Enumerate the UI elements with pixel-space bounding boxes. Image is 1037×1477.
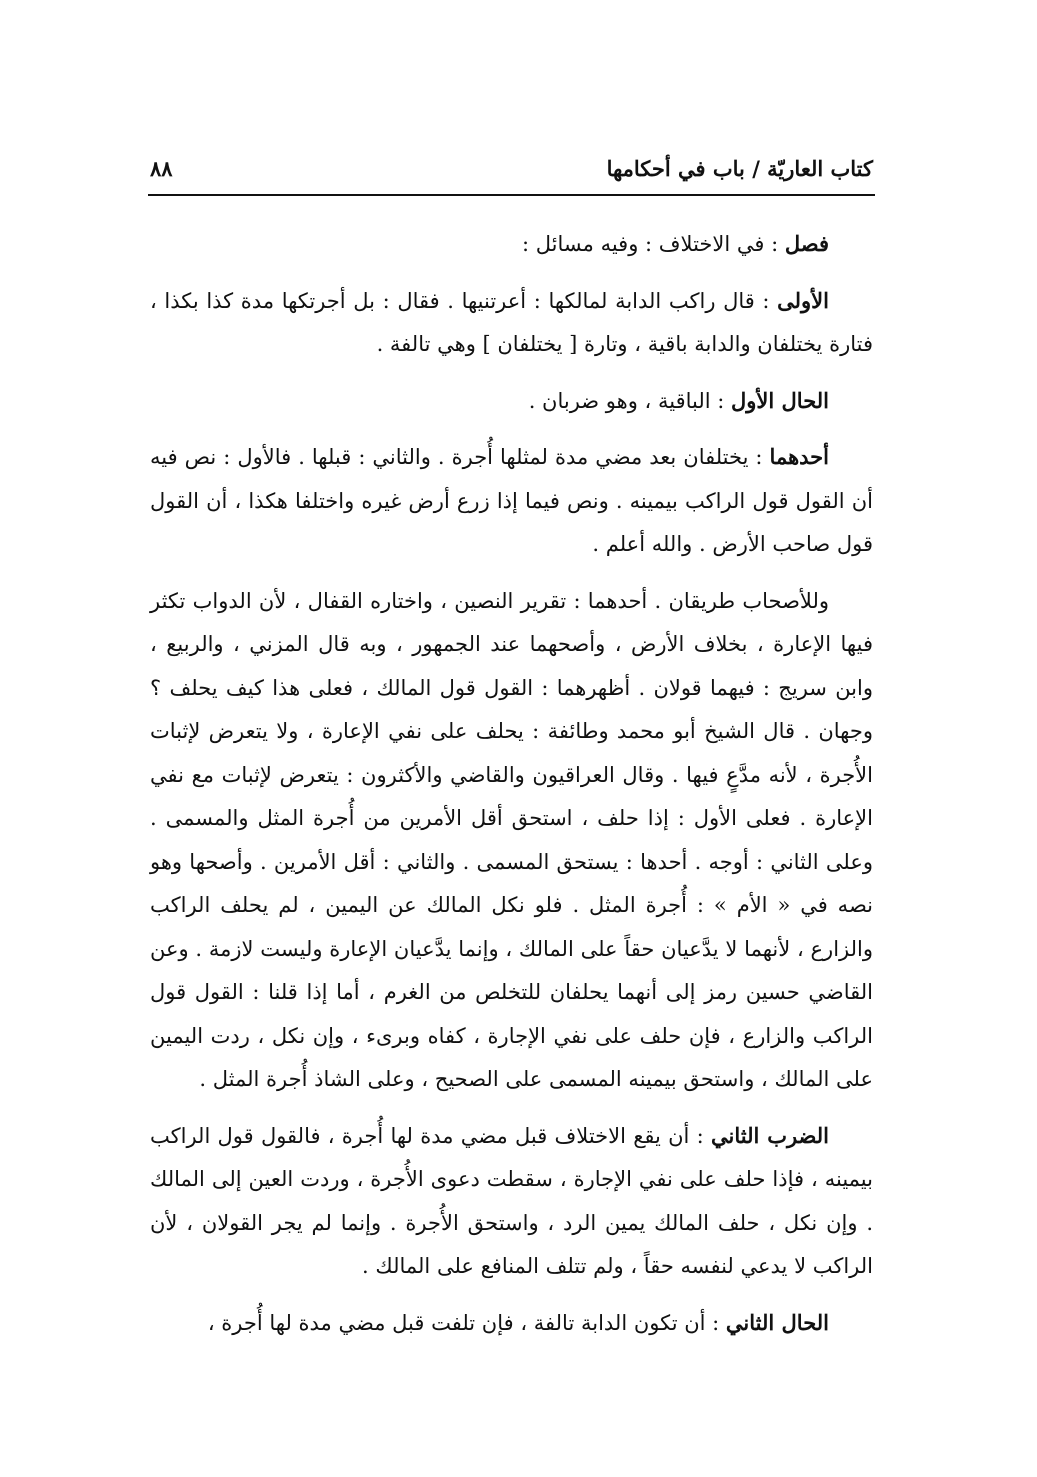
paragraph-lead: أحدهما: [769, 444, 829, 469]
paragraph-first-type: [150, 435, 873, 567]
paragraph-text: : الباقية ، وهو ضربان .: [528, 388, 732, 413]
paragraph-text: : أن يقع الاختلاف قبل مضي مدة لها أُجرة ، فالقول قول الراكب بيمينه ، فإذا حلف على نفي الإجارة ، سقطت دعوى الأُجرة ، وردت العين إلى المالك . وإن نكل ، حلف المالك يمين الرد ، واستحق الأُجرة . وإنما لم يجر القولان ، لأن الراكب لا يدعي لنفسه حقاً ، ولم تتلف المنافع على المالك .: [150, 1123, 873, 1278]
paragraph-lead: الحال الأول: [731, 387, 829, 413]
paragraph-text: : أن تكون الدابة تالفة ، فإن تلفت قبل مضي مدة لها أُجرة ،: [207, 1310, 726, 1335]
header-divider: [148, 194, 875, 196]
paragraph-second-state: [150, 1301, 873, 1346]
paragraph-two-methods: [150, 579, 873, 1102]
paragraph-lead: الحال الثاني: [725, 1309, 829, 1335]
paragraph-section-heading: [150, 222, 873, 267]
page-number: ٨٨: [150, 155, 173, 181]
paragraph-first-state: [150, 379, 873, 424]
paragraph-lead: الأولى: [777, 287, 829, 313]
header-title: كتاب العاريّة / باب في أحكامها: [606, 155, 873, 181]
page-body: [150, 222, 873, 1357]
paragraph-lead: فصل: [784, 231, 829, 256]
paragraph-text: : يختلفان بعد مضي مدة لمثلها أُجرة . والثاني : قبلها . فالأول : نص فيه أن القول قول الراكب بيمينه . ونص فيما إذا زرع أرض غيره واختلفا هكذا ، أن القول قول صاحب الأرض . والله أعلم .: [150, 445, 873, 556]
paragraph-text: وللأصحاب طريقان . أحدهما : تقرير النصين ، واختاره القفال ، لأن الدواب تكثر فيها الإعارة ، بخلاف الأرض ، وأصحهما عند الجمهور ، وبه قال المزني ، والربيع ، وابن سريج : فيهما قولان . أظهرهما : القول قول المالك ، فعلى هذا كيف يحلف ؟ وجهان . قال الشيخ أبو محمد وطائفة : يحلف على نفي الإعارة ، ولا يتعرض لإثبات الأُجرة ، لأنه مدَّعٍ فيها . وقال العراقيون والقاضي والأكثرون : يتعرض لإثبات مع نفي الإعارة . فعلى الأول : إذا حلف ، استحق أقل الأمرين من أُجرة المثل والمسمى . وعلى الثاني : أوجه . أحدها : يستحق المسمى . والثاني : أقل الأمرين . وأصحها وهو نصه في « الأم » : أُجرة المثل . فلو نكل المالك عن اليمين ، لم يحلف الراكب والزارع ، لأنهما لا يدَّعيان حقاً على المالك ، وإنما يدَّعيان الإعارة وليست لازمة . وعن القاضي حسين رمز إلى أنهما يحلفان للتخلص من الغرم ، أما إذا قلنا : القول قول الراكب والزارع ، فإن حلف على نفي الإجارة ، كفاه وبرىء ، وإن نكل ، ردت اليمين على المالك ، واستحق بيمينه المسمى على الصحيح ، وعلى الشاذ أُجرة المثل .: [150, 588, 873, 1091]
paragraph-lead: الضرب الثاني: [710, 1122, 829, 1148]
paragraph-first-issue: [150, 279, 873, 367]
paragraph-text: : في الاختلاف : وفيه مسائل :: [522, 232, 785, 256]
paragraph-second-type: [150, 1114, 873, 1289]
running-header: [150, 148, 873, 188]
paragraph-text: : قال راكب الدابة لمالكها : أعرتنيها . فقال : بل أجرتكها مدة كذا بكذا ، فتارة يختلفان والدابة باقية ، وتارة [ يختلفان ] وهي تالفة .: [150, 288, 873, 356]
